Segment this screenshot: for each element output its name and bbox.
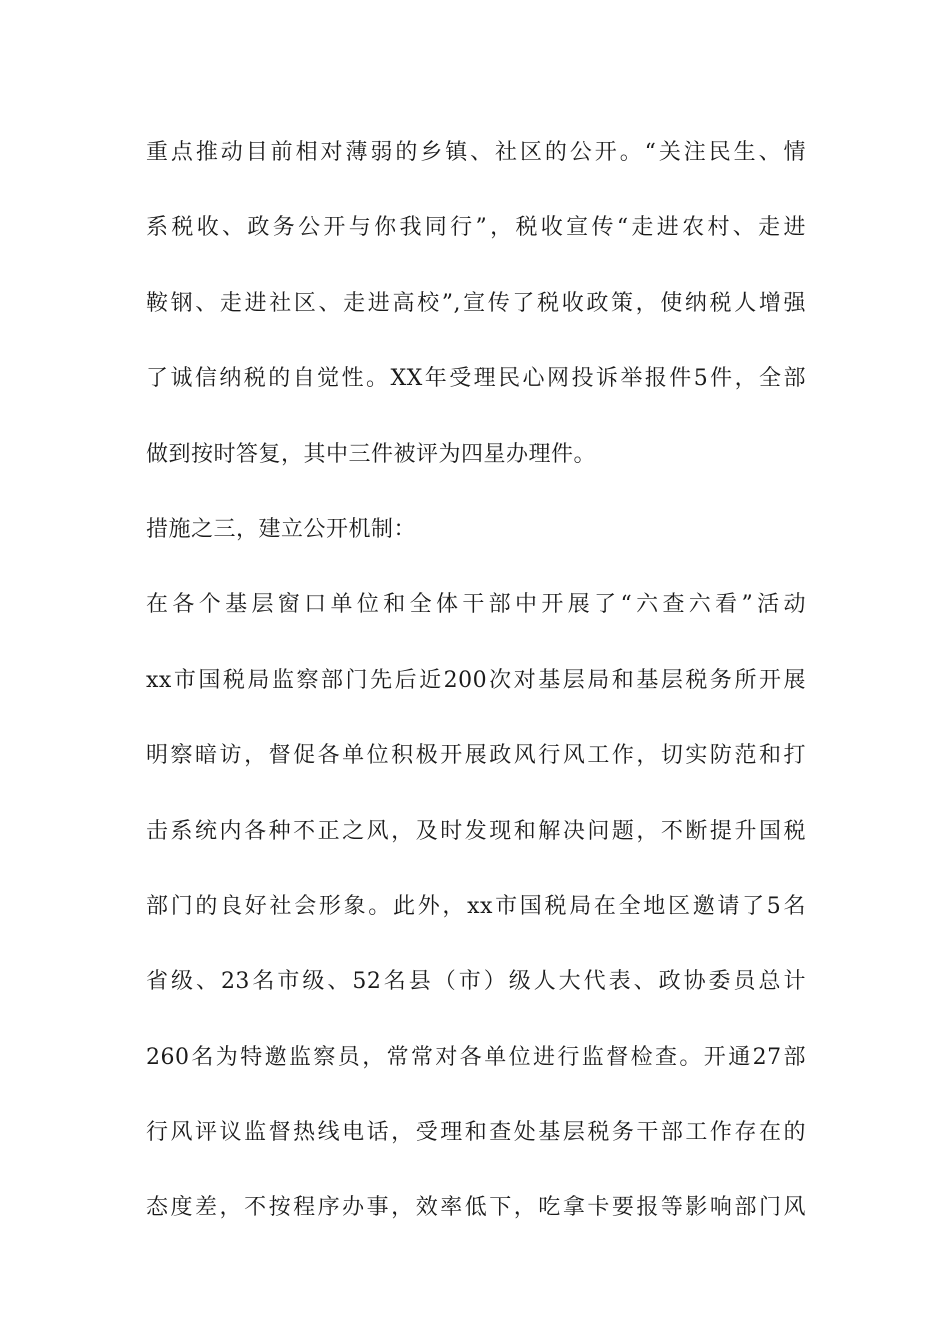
body-text	[146, 134, 806, 1265]
text-line: 做到按时答复，其中三件被评为四星办理件。	[146, 441, 597, 467]
section-heading: 措施之三，建立公开机制：	[146, 516, 417, 542]
text-line: 260名为特邀监察员，常常对各单位进行监督检查。开通27部	[146, 1044, 806, 1070]
text-line: 击系统内各种不正之风，及时发现和解决问题，不断提升国税	[146, 818, 806, 844]
text-line: 态度差，不按程序办事，效率低下，吃拿卡要报等影响部门风	[146, 1195, 806, 1221]
text-line: 部门的良好社会形象。此外，xx市国税局在全地区邀请了5名	[146, 893, 806, 919]
text-line: 行风评议监督热线电话，受理和查处基层税务干部工作存在的	[146, 1120, 806, 1146]
text-line: 在各个基层窗口单位和全体干部中开展了“六查六看”活动	[146, 592, 806, 618]
text-line: 明察暗访，督促各单位积极开展政风行风工作，切实防范和打	[146, 743, 806, 769]
text-line: 重点推动目前相对薄弱的乡镇、社区的公开。“关注民生、情	[146, 140, 806, 165]
text-line: 系税收、政务公开与你我同行”，税收宣传“走进农村、走进	[146, 215, 806, 241]
text-line: 鞍钢、走进社区、走进高校”,宣传了税收政策，使纳税人增强	[146, 290, 806, 316]
text-line: 了诚信纳税的自觉性。XX年受理民心网投诉举报件5件，全部	[146, 366, 806, 392]
text-line: 省级、23名市级、52名县（市）级人大代表、政协委员总计	[146, 969, 806, 995]
text-line: xx市国税局监察部门先后近200次对基层局和基层税务所开展	[146, 667, 806, 693]
